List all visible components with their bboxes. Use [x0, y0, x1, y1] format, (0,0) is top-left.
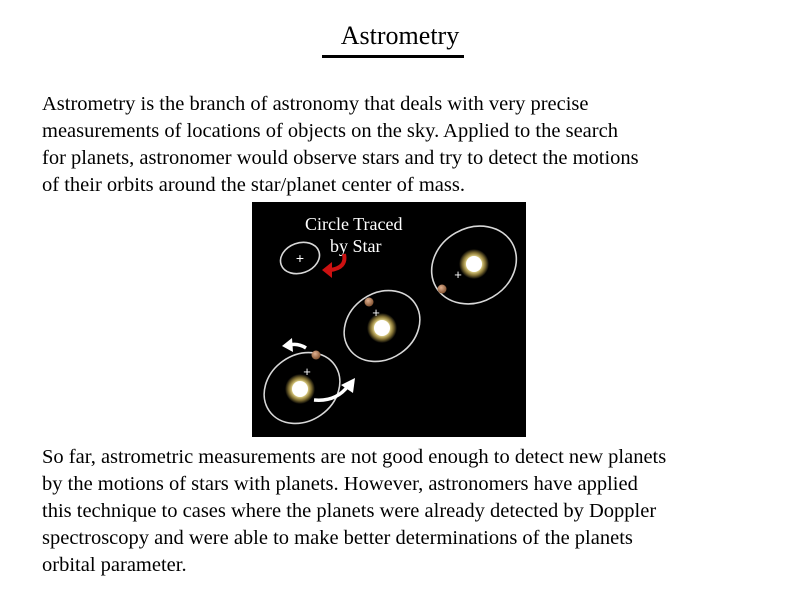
star-core-lower-left	[292, 381, 308, 397]
conclusion-line: orbital parameter.	[42, 554, 187, 576]
intro-line: Astrometry is the branch of astronomy that deals with very precise	[42, 93, 589, 115]
conclusion-paragraph	[42, 444, 792, 579]
traced-circle-center-marker: +	[295, 250, 305, 266]
page-title: Astrometry	[340, 21, 460, 50]
center-marker-middle: +	[372, 305, 380, 320]
center-marker-lower-left: +	[303, 364, 311, 379]
curved-arrow-icon	[314, 378, 355, 400]
conclusion-line: So far, astrometric measurements are not good enough to detect new planets	[42, 446, 667, 468]
title-underline	[322, 55, 464, 58]
astrometry-diagram	[252, 202, 526, 437]
left-arrow-icon	[282, 338, 306, 352]
astrometry-figure	[252, 202, 526, 437]
figure-label-line2: by Star	[330, 236, 382, 256]
conclusion-line: this technique to cases where the planets were already detected by Doppler	[42, 500, 657, 522]
red-curved-arrow-icon	[322, 254, 344, 278]
center-marker-upper-right: +	[454, 267, 462, 282]
intro-line: for planets, astronomer would observe stars and try to detect the motions	[42, 147, 639, 169]
planet-middle	[365, 298, 374, 307]
planet-lower-left	[312, 351, 321, 360]
intro-line: measurements of locations of objects on the sky. Applied to the search	[42, 120, 618, 142]
figure-label-line1: Circle Traced	[305, 214, 403, 234]
star-core-upper-right	[466, 256, 482, 272]
planet-upper-right	[438, 285, 447, 294]
star-core-middle	[374, 320, 390, 336]
intro-line: of their orbits around the star/planet center of mass.	[42, 174, 465, 196]
conclusion-line: by the motions of stars with planets. However, astronomers have applied	[42, 473, 638, 495]
conclusion-line: spectroscopy and were able to make better determinations of the planets	[42, 527, 633, 549]
intro-paragraph	[42, 91, 792, 199]
